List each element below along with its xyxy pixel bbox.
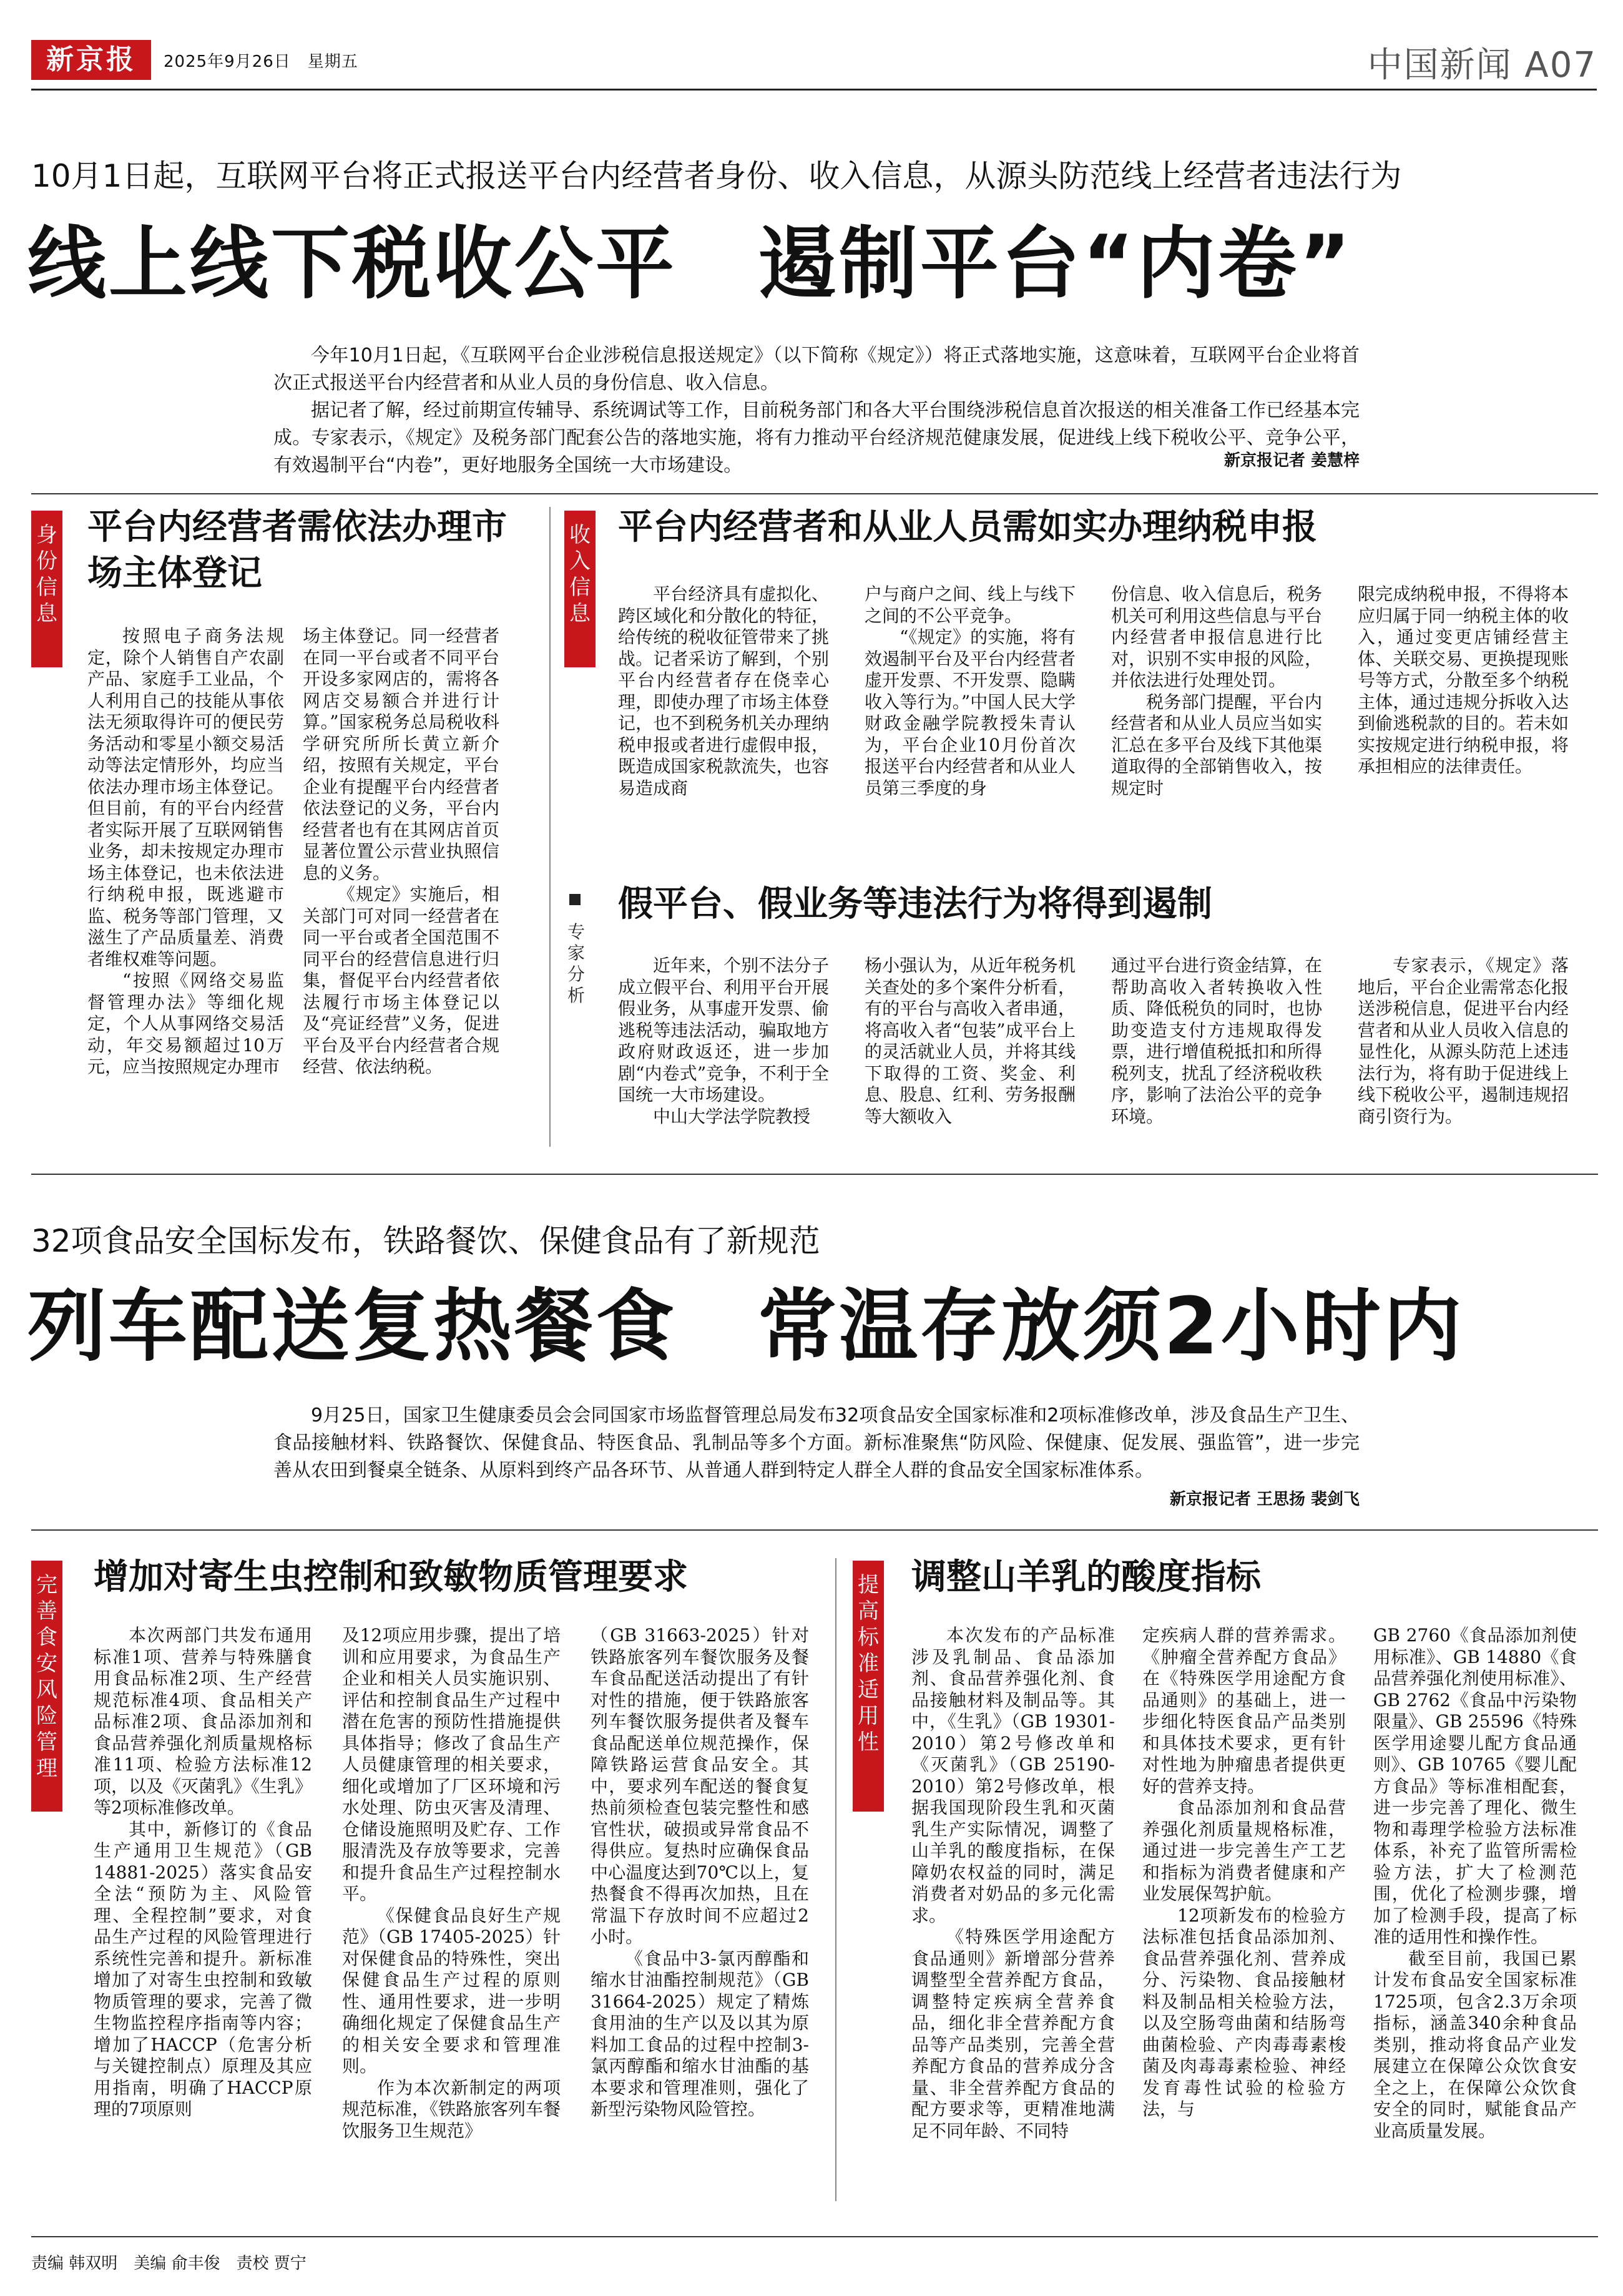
- paragraph: 税务部门提醒，平台内经营者和从业人员应当如实汇总在多平台及线下其他渠道取得的全部销售收入，按规定时: [1111, 691, 1322, 798]
- story1-lead-p2: 据记者了解，经过前期宣传辅导、系统调试等工作，目前税务部门和各大平台围绕涉税信息首次报送的相关准备工作已经基本完成。专家表示，《规定》及税务部门配套公告的落地实施，将有力推动平台经济规范健康发展，促进线上线下税收公平、竞争公平，有效遏制平台“内卷”，更好地服务全国统一大市场建设。: [273, 400, 1360, 476]
- paragraph: 平台经济具有虚拟化、跨区域化和分散化的特征，给传统的税收征管带来了挑战。记者采访了解到，个别平台内经营者存在侥幸心理，即使办理了市场主体登记，也不到税务机关办理纳税申报或者进行虚假申报，既造成国家税款流失，也容易造成商: [618, 584, 829, 798]
- story2-s1-col1: [94, 1625, 312, 2199]
- paragraph: 《食品中3-氯丙醇酯和缩水甘油酯控制规范》（GB 31664-2025）规定了精炼食用油的生产以及以其为原料加工食品的过程中控制3-氯丙醇酯和缩水甘油酯的基本要求和管理准则，强化了新型污染物风险管控。: [591, 1948, 809, 2119]
- tag-income-info: 收入信息: [564, 511, 596, 667]
- paragraph: 截至目前，我国已累计发布食品安全国家标准1725项，包含2.3万余项指标，涵盖340余种食品类别，推动将食品产业发展建立在保障公众饮食安全之上，在保障公众饮食安全的同时，赋能食品产业高质量发展。: [1373, 1948, 1577, 2141]
- story1-s2-col3: [1111, 584, 1322, 846]
- editors-credit: 责编 韩双明 美编 俞丰俊 责校 贾宁: [31, 2254, 306, 2273]
- story2-kicker: 32项食品安全国标发布，铁路餐饮、保健食品有了新规范: [31, 1223, 820, 1259]
- story1-lead-p1: 今年10月1日起，《互联网平台企业涉税信息报送规定》（以下简称《规定》）将正式落地实施，这意味着，互联网平台企业将首次正式报送平台内经营者和从业人员的身份信息、收入信息。: [273, 345, 1360, 394]
- column-divider: [835, 1558, 836, 2201]
- paragraph: 定疾病人群的营养需求。《肿瘤全营养配方食品》在《特殊医学用途配方食品通则》的基础上，进一步细化特医食品产品类别和具体技术要求，更有针对性地为肿瘤患者提供更好的营养支持。: [1142, 1625, 1346, 1797]
- paragraph: （GB 31663-2025）针对铁路旅客列车餐饮服务及餐车食品配送活动提出了有针对性的措施，便于铁路旅客列车餐饮服务提供者及餐车食品配送单位规范操作，保障铁路运营食品安全。其中，要求列车配送的餐食复热前须检查包装完整性和感官性状，破损或异常食品不得供应。复热时应确保食品中心温度达到70℃以上，复热餐食不得再次加热，且在常温下存放时间不应超过2小时。: [591, 1625, 809, 1947]
- story1-s2-col1: [618, 584, 829, 846]
- paragraph: 专家表示，《规定》落地后，平台企业需常态化报送涉税信息，促进平台内经营者和从业人员收入信息的显性化，从源头防范上述违法行为，将有助于促进线上线下税收公平，遏制违规招商引资行为。: [1358, 955, 1569, 1127]
- story1-s2-title: 平台内经营者和从业人员需如实办理纳税申报: [618, 507, 1317, 547]
- paragraph: 通过平台进行资金结算，在帮助高收入者转换收入性质、降低税负的同时，也协助变造支付方违规取得发票，进行增值税抵扣和所得税列支，扰乱了经济税收秩序，影响了法治公平的竞争环境。: [1111, 955, 1322, 1127]
- story1-s1-title: 平台内经营者需依法办理市场主体登记: [87, 507, 507, 594]
- paragraph: 其中，新修订的《食品生产通用卫生规范》（GB 14881-2025）落实食品安全法“预防为主、风险管理、全程控制”要求，对食品生产过程的风险管理进行系统性完善和提升。新标准增加了对寄生虫控制和致敏物质管理的要求，完善了微生物监控程序指南等内容；增加了HACCP（危害分析与关键控制点）原理及其应用指南，明确了HACCP原理的7项原则: [94, 1818, 312, 2119]
- story1-s1-col2: [303, 626, 499, 1144]
- story1-s2-col4: [1358, 584, 1569, 846]
- paragraph: 限完成纳税申报，不得将本应归属于同一纳税主体的收入，通过变更店铺经营主体、关联交易、更换提现账号等方式，分散至多个纳税主体，通过违规分拆收入达到偷逃税款的目的。若未如实按规定进行纳税申报，将承担相应的法律责任。: [1358, 584, 1569, 777]
- column-divider: [549, 507, 551, 1147]
- story1-s3-col4: [1358, 955, 1569, 1146]
- story2-s1-col2: [342, 1625, 561, 2199]
- paragraph: “按照《网络交易监督管理办法》等细化规定，个人从事网络交易活动，年交易额超过10万元，应当按照规定办理市: [87, 970, 284, 1077]
- issue-date: 2025年9月26日 星期五: [164, 52, 358, 71]
- paragraph: “《规定》的实施，将有效遏制平台及平台内经营者虚开发票、不开发票、隐瞒收入等行为。”中国人民大学财政金融学院教授朱青认为，平台企业10月份首次报送平台内经营者和从业人员第三季度的身: [865, 627, 1076, 798]
- paragraph: 场主体登记。同一经营者在同一平台或者不同平台开设多家网店的，需将各网店交易额合并进行计算。”国家税务总局税收科学研究所所长黄立新介绍，按照有关规定，平台企业有提醒平台内经营者依法登记的义务，平台内经营者也有在其网店首页显著位置公示营业执照信息的义务。: [303, 626, 499, 883]
- story2-s2-col2: [1142, 1625, 1346, 2199]
- paragraph: 按照电子商务法规定，除个人销售自产农副产品、家庭手工业品，个人利用自己的技能从事依法无须取得许可的便民劳务活动和零星小额交易活动等法定情形外，均应当依法办理市场主体登记。但目前，有的平台内经营者实际开展了互联网销售业务，却未按规定办理市场主体登记，也未依法进行纳税申报，既逃避市监、税务等部门管理，又滋生了产品质量差、消费者维权难等问题。: [87, 626, 284, 969]
- paragraph: 12项新发布的检验方法标准包括食品添加剂、食品营养强化剂、营养成分、污染物、食品接触材料及制品相关检验方法，以及空肠弯曲菌和结肠弯曲菌检验、产肉毒毒素梭菌及肉毒毒素检验、神经发育毒性试验的检验方法，与: [1142, 1905, 1346, 2119]
- story1-byline: 新京报记者 姜慧梓: [1223, 451, 1360, 470]
- paragraph: 及12项应用步骤，提出了培训和应用要求，为食品生产企业和相关人员实施识别、评估和控制食品生产过程中潜在危害的预防性措施提供具体指导；修改了食品生产人员健康管理的相关要求，细化或增加了厂区环境和污水处理、防虫灭害及清理、仓储设施照明及贮存、工作服清洗及存放等要求，完善和提升食品生产过程控制水平。: [342, 1625, 561, 1904]
- paragraph: 近年来，个别不法分子成立假平台、利用平台开展假业务，从事虚开发票、偷逃税等违法活动，骗取地方政府财政返还，进一步加剧“内卷式”竞争，不利于全国统一大市场建设。: [618, 955, 829, 1105]
- story2-s1-title: 增加对寄生虫控制和致敏物质管理要求: [94, 1557, 688, 1597]
- paragraph: 本次两部门共发布通用标准1项、营养与特殊膳食用食品标准2项、生产经营规范标准4项、食品相关产品标准2项、食品添加剂和食品营养强化剂质量规格标准11项、检验方法标准12项，以及《灭菌乳》《生乳》等2项标准修改单。: [94, 1625, 312, 1818]
- tag-food-safety-risk: 完善食安风险管理: [31, 1561, 62, 1812]
- paragraph: 杨小强认为，从近年税务机关查处的多个案件分析看，有的平台与高收入者串通，将高收入者“包装”成平台上的灵活就业人员，并将其线下取得的工资、奖金、利息、股息、红利、劳务报酬等大额收入: [865, 955, 1076, 1127]
- masthead-rule: [31, 89, 1597, 91]
- story1-s3-col1: [618, 955, 829, 1146]
- paragraph: 食品添加剂和食品营养强化剂质量规格标准，通过进一步完善生产工艺和指标为消费者健康和产业发展保驾护航。: [1142, 1797, 1346, 1904]
- story2-s1-col3: [591, 1625, 809, 2199]
- story1-s3-col2: [865, 955, 1076, 1146]
- tag-identity-info: 身份信息: [31, 511, 62, 667]
- story1-s1-col1: [87, 626, 284, 1144]
- story2-s2-col1: [911, 1625, 1115, 2199]
- paragraph: GB 2760《食品添加剂使用标准》、GB 14880《食品营养强化剂使用标准》、GB 2762《食品中污染物限量》、GB 25596《特殊医学用途婴儿配方食品通则》、GB 10765《婴儿配方食品》等标准相配套，进一步完善了理化、微生物和毒理学检验方法标准体系，补充了监管所需检验方法，扩大了检测范围，优化了检测步骤，增加了检测手段，提高了标准的适用性和操作性。: [1373, 1625, 1577, 1947]
- story1-s2-col2: [865, 584, 1076, 846]
- story1-headline: 线上线下税收公平 遏制平台“内卷”: [27, 218, 1353, 310]
- story2-byline: 新京报记者 王思扬 裴剑飞: [1169, 1490, 1360, 1509]
- story-divider: [31, 1174, 1598, 1175]
- newspaper-logo: 新京报: [31, 40, 151, 80]
- paragraph: 份信息、收入信息后，税务机关可利用这些信息与平台内经营者申报信息进行比对，识别不实申报的风险，并依法进行处理处罚。: [1111, 584, 1322, 690]
- tag-standard-applicability: 提高标准适用性: [853, 1561, 884, 1812]
- paragraph: 《规定》实施后，相关部门可对同一经营者在同一平台或者全国范围不同平台的经营信息进行归集，督促平台内经营者依法履行市场主体登记以及“亮证经营”义务，促进平台及平台内经营者合规经营、依法纳税。: [303, 884, 499, 1077]
- story2-lead-p1: 9月25日，国家卫生健康委员会会同国家市场监督管理总局发布32项食品安全国家标准和2项标准修改单，涉及食品生产卫生、食品接触材料、铁路餐饮、保健食品、特医食品、乳制品等多个方面。新标准聚焦“防风险、保健康、促发展、强监管”，进一步完善从农田到餐桌全链条、从原料到终产品各环节、从普通人群到特定人群全人群的食品安全国家标准体系。: [273, 1405, 1360, 1481]
- footer-rule: [31, 2236, 1598, 2237]
- story1-rule: [31, 493, 1598, 494]
- paragraph: 中山大学法学院教授: [653, 1106, 811, 1127]
- story2-s2-title: 调整山羊乳的酸度指标: [911, 1557, 1261, 1597]
- page-section: 中国新闻 A07: [1367, 45, 1597, 86]
- story2-rule: [31, 1529, 1598, 1531]
- paragraph: 户与商户之间、线上与线下之间的不公平竞争。: [865, 584, 1076, 626]
- story2-s2-col3: [1373, 1625, 1577, 2199]
- tag-expert-analysis: 专家分析: [566, 921, 587, 1006]
- story1-s3-title: 假平台、假业务等违法行为将得到遏制: [618, 884, 1212, 925]
- story1-s3-col3: [1111, 955, 1322, 1146]
- story2-headline: 列车配送复热餐食 常温存放须2小时内: [27, 1280, 1464, 1372]
- story2-lead: [273, 1402, 1360, 1513]
- paragraph: 《保健食品良好生产规范》（GB 17405-2025）针对保健食品的特殊性，突出保健食品生产过程的原则性、通用性要求，进一步明确细化规定了保健食品生产的相关安全要求和管理准则。: [342, 1905, 561, 2076]
- paragraph: 本次发布的产品标准涉及乳制品、食品添加剂、食品营养强化剂、食品接触材料及制品等。其中，《生乳》（GB 19301-2010）第2号修改单和《灭菌乳》（GB 25190-2010）第2号修改单，根据我国现阶段生乳和灭菌乳生产实际情况，调整了山羊乳的酸度指标，在保障奶农权益的同时，满足消费者对奶品的多元化需求。: [911, 1625, 1115, 1926]
- section-marker-square: [569, 894, 581, 905]
- paragraph: 作为本次新制定的两项规范标准，《铁路旅客列车餐饮服务卫生规范》: [342, 2077, 561, 2141]
- paragraph: 《特殊医学用途配方食品通则》新增部分营养调整型全营养配方食品，调整特定疾病全营养食品，细化非全营养配方食品等产品类别，完善全营养配方食品的营养成分含量、非全营养配方食品的配方要求等，更精准地满足不同年龄、不同特: [911, 1926, 1115, 2141]
- story1-lead: [273, 342, 1360, 474]
- story1-kicker: 10月1日起，互联网平台将正式报送平台内经营者身份、收入信息，从源头防范线上经营者违法行为: [31, 158, 1402, 194]
